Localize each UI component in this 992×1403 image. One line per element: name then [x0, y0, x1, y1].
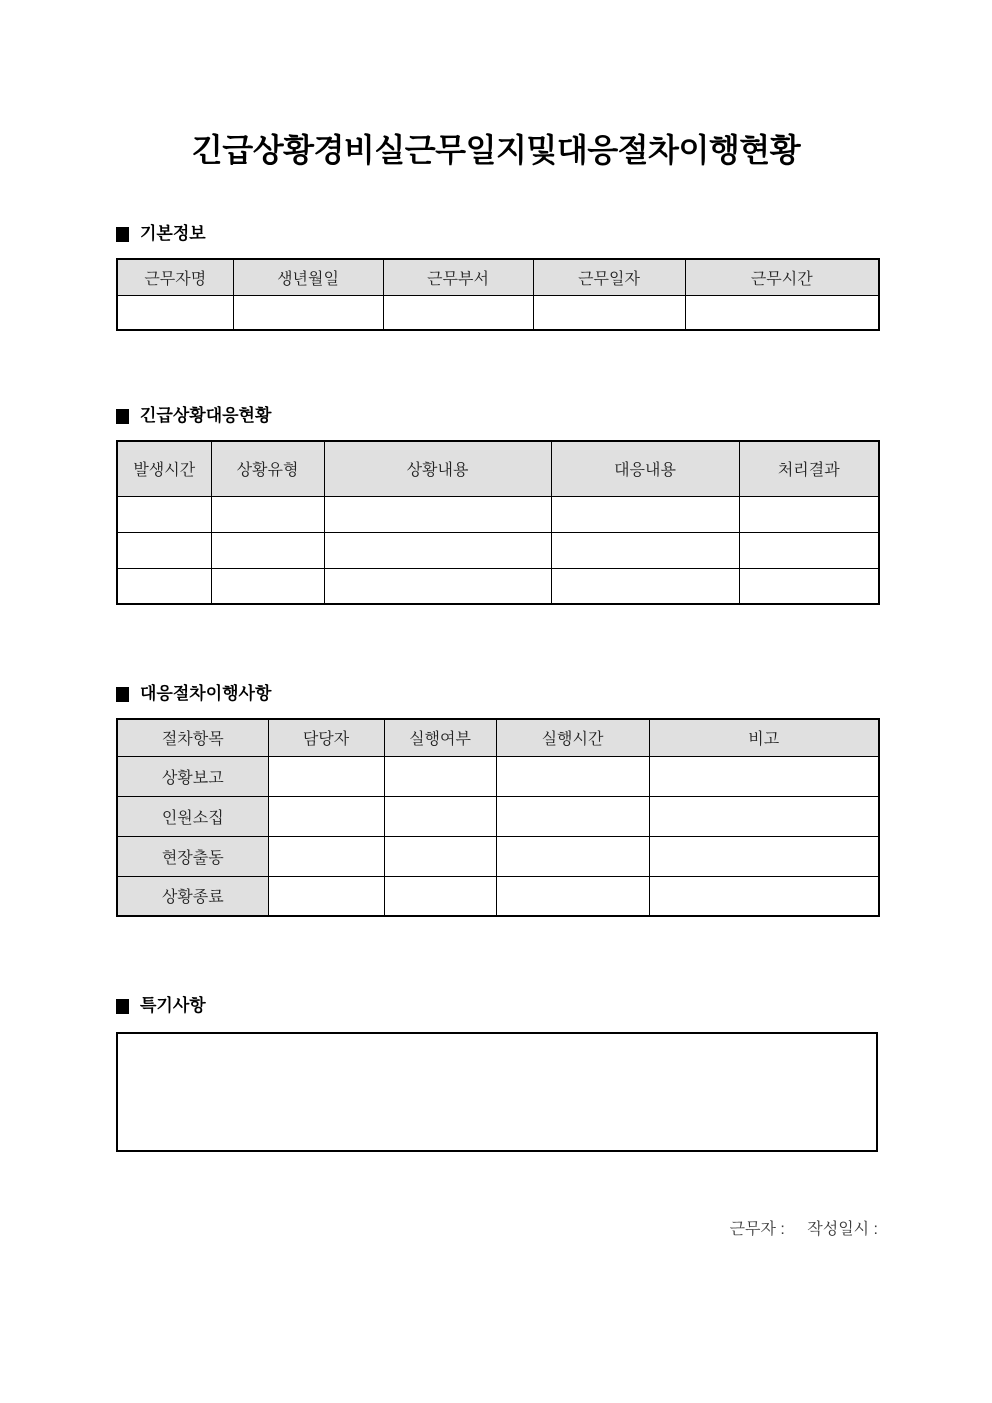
empty-cell — [324, 532, 551, 568]
empty-cell — [551, 496, 739, 532]
procedure-header-row — [117, 719, 879, 756]
empty-cell — [496, 836, 649, 876]
empty-cell — [117, 532, 211, 568]
basic-info-table — [116, 258, 880, 331]
empty-cell — [739, 496, 879, 532]
written-datetime-label: 작성일시 : — [807, 1221, 878, 1238]
emergency-status-header-row — [117, 441, 879, 496]
header-cell: 실행여부 — [384, 719, 496, 756]
empty-cell — [496, 756, 649, 796]
empty-cell — [324, 568, 551, 604]
header-cell: 상황유형 — [211, 441, 324, 496]
empty-cell — [211, 568, 324, 604]
empty-cell — [551, 568, 739, 604]
empty-cell — [496, 796, 649, 836]
procedure-row — [117, 836, 879, 876]
empty-cell — [649, 836, 879, 876]
header-cell: 처리결과 — [739, 441, 879, 496]
empty-cell — [649, 796, 879, 836]
section-bullet-square-icon — [116, 687, 129, 702]
section-heading-label: 기본정보 — [140, 224, 206, 243]
emergency-status-blank-row — [117, 496, 879, 532]
empty-cell — [233, 295, 383, 330]
procedure-table — [116, 718, 880, 917]
empty-cell — [268, 876, 384, 916]
empty-cell — [685, 295, 879, 330]
procedure-step-cell: 상황종료 — [117, 876, 268, 916]
empty-cell — [384, 836, 496, 876]
empty-cell — [533, 295, 685, 330]
emergency-status-blank-row — [117, 568, 879, 604]
empty-cell — [384, 876, 496, 916]
empty-cell — [211, 496, 324, 532]
procedure-step-cell: 상황보고 — [117, 756, 268, 796]
empty-cell — [551, 532, 739, 568]
header-cell: 근무일자 — [533, 259, 685, 295]
header-cell: 대응내용 — [551, 441, 739, 496]
header-cell: 절차항목 — [117, 719, 268, 756]
empty-cell — [739, 532, 879, 568]
empty-cell — [268, 836, 384, 876]
header-cell: 상황내용 — [324, 441, 551, 496]
section-heading-emergency-status — [116, 406, 271, 426]
header-cell: 생년월일 — [233, 259, 383, 295]
empty-cell — [649, 756, 879, 796]
header-cell: 근무자명 — [117, 259, 233, 295]
empty-cell — [324, 496, 551, 532]
procedure-row — [117, 796, 879, 836]
empty-cell — [739, 568, 879, 604]
empty-cell — [117, 496, 211, 532]
procedure-step-cell: 현장출동 — [117, 836, 268, 876]
header-cell: 근무부서 — [383, 259, 533, 295]
empty-cell — [384, 756, 496, 796]
empty-cell — [268, 796, 384, 836]
header-cell: 비고 — [649, 719, 879, 756]
procedure-step-cell: 인원소집 — [117, 796, 268, 836]
section-bullet-square-icon — [116, 227, 129, 242]
header-cell: 발생시간 — [117, 441, 211, 496]
empty-cell — [117, 568, 211, 604]
section-heading-notes — [116, 996, 206, 1016]
empty-cell — [211, 532, 324, 568]
worker-signature-label: 근무자 : — [729, 1221, 785, 1238]
section-bullet-square-icon — [116, 999, 129, 1014]
section-heading-procedure — [116, 684, 271, 704]
procedure-row — [117, 756, 879, 796]
notes-blank-box — [116, 1032, 878, 1152]
emergency-status-table — [116, 440, 880, 605]
empty-cell — [268, 756, 384, 796]
section-bullet-square-icon — [116, 409, 129, 424]
basic-info-blank-row — [117, 295, 879, 330]
empty-cell — [496, 876, 649, 916]
empty-cell — [649, 876, 879, 916]
section-heading-label: 특기사항 — [140, 996, 206, 1015]
basic-info-header-row — [117, 259, 879, 295]
header-cell: 실행시간 — [496, 719, 649, 756]
empty-cell — [117, 295, 233, 330]
section-heading-label: 대응절차이행사항 — [140, 684, 272, 703]
procedure-row — [117, 876, 879, 916]
emergency-status-blank-row — [117, 532, 879, 568]
signature-line — [0, 1220, 878, 1240]
empty-cell — [383, 295, 533, 330]
header-cell: 근무시간 — [685, 259, 879, 295]
section-heading-label: 긴급상황대응현황 — [140, 406, 272, 425]
empty-cell — [384, 796, 496, 836]
document-title: 긴급상황경비실근무일지및대응절차이행현황 — [191, 132, 801, 168]
header-cell: 담당자 — [268, 719, 384, 756]
section-heading-basic-info — [116, 224, 206, 244]
